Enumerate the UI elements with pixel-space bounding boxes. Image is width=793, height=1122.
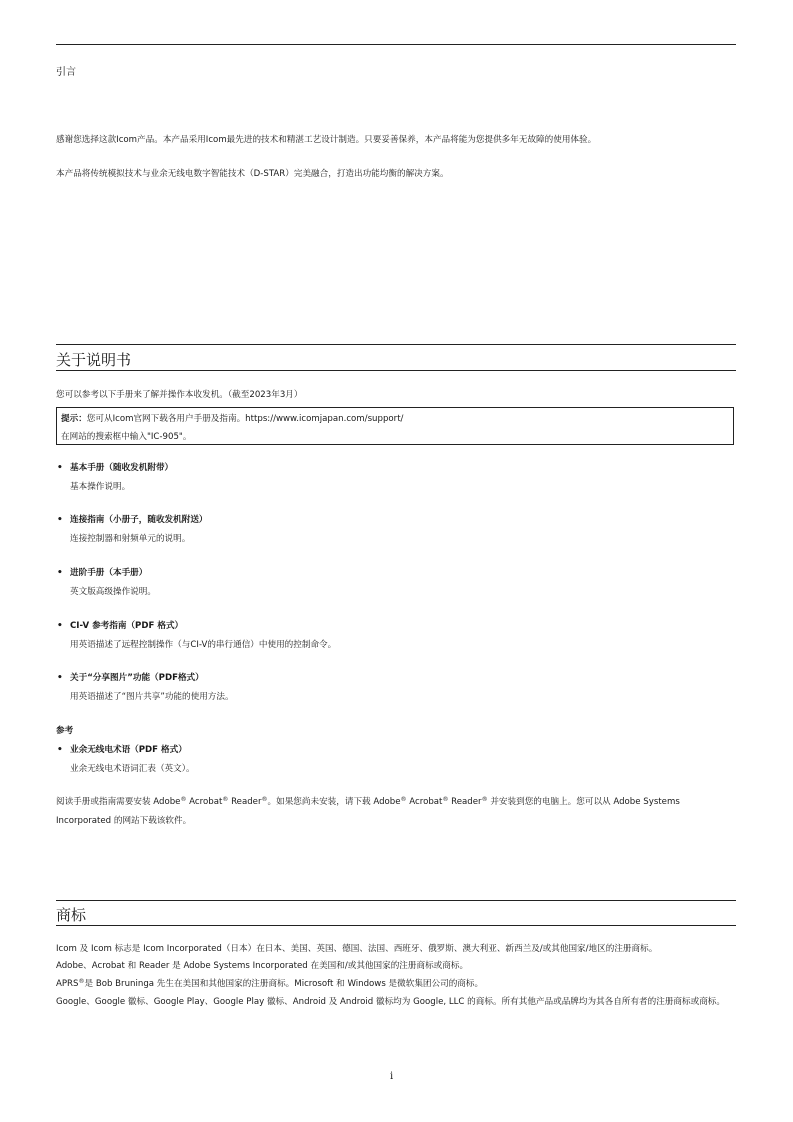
manual-section-heading: 关于说明书 [56,351,132,369]
bullet-icon: • [57,568,63,578]
reference-item-title: 业余无线电术语（PDF 格式） [70,745,187,755]
reference-item-desc: 业余无线电术语词汇表（英文）。 [70,764,195,774]
tip-line-1 [61,413,403,425]
manual-lead: 您可以参考以下手册来了解并操作本收发机。（截至2023年3月） [56,390,303,400]
adobe-note-line-2: Incorporated 的网站下载该软件。 [56,816,192,826]
tip-label: 提示： [61,414,87,424]
tip-line-2: 在网站的搜索框中输入"IC-905"。 [61,432,192,442]
trademarks-bottom-rule [56,925,736,926]
bullet-icon: • [57,621,63,631]
trademark-line-4: Google、Google 徽标、Google Play、Google Play 徽标、Android 及 Android 徽标均为 Google, LLC 的商标。所有其他产品或品牌均为其各自所有者的注册商标或商标。 [56,997,725,1007]
manual-item-desc: 基本操作说明。 [70,482,131,492]
manual-item-title: 基本手册（随收发机附带） [70,463,174,473]
bullet-icon: • [57,515,63,525]
manual-section-bottom-rule [56,370,736,371]
manual-item-title: 关于“分享图片”功能（PDF格式） [70,673,204,683]
page-number: i [390,1071,394,1082]
bullet-icon: • [57,673,63,683]
top-rule [56,44,736,45]
trademark-line-3: APRS®是 Bob Bruninga 先生在美国和其他国家的注册商标。Microsoft 和 Windows 是微软集团公司的商标。 [56,978,484,989]
tip-text: 您可从Icom官网下载各用户手册及指南。https://www.icomjapan.com/support/ [86,414,404,424]
manual-item-title: 连接指南（小册子，随收发机附送） [70,515,208,525]
trademarks-top-rule [56,900,736,901]
manual-item-title: 进阶手册（本手册） [70,568,148,578]
trademarks-heading: 商标 [56,906,87,924]
tip-box [56,407,734,445]
intro-paragraph-1: 感谢您选择这款Icom产品。本产品采用Icom最先进的技术和精湛工艺设计制造。只要妥善保养，本产品将能为您提供多年无故障的使用体验。 [56,135,597,145]
intro-paragraph-2: 本产品将传统模拟技术与业余无线电数字智能技术（D-STAR）完美融合，打造出功能均衡的解决方案。 [56,169,449,179]
bullet-icon: • [57,745,63,755]
trademark-line-2: Adobe、Acrobat 和 Reader 是 Adobe Systems Incorporated 在美国和/或其他国家的注册商标或商标。 [56,961,469,971]
trademark-line-1: Icom 及 Icom 标志是 Icom Incorporated（日本）在日本、美国、英国、德国、法国、西班牙、俄罗斯、澳大利亚、新西兰及/或其他国家/地区的注册商标。 [56,944,658,954]
manual-section-top-rule [56,344,736,345]
intro-heading: 引言 [56,67,76,78]
manual-item-desc: 用英语描述了远程控制操作（与CI-V的串行通信）中使用的控制命令。 [70,640,337,650]
reference-label: 参考 [56,726,74,736]
manual-item-desc: 英文版高级操作说明。 [70,587,156,597]
manual-item-desc: 连接控制器和射频单元的说明。 [70,534,191,544]
manual-item-desc: 用英语描述了“图片共享”功能的使用方法。 [70,692,234,702]
manual-item-title: CI-V 参考指南（PDF 格式） [70,621,184,631]
bullet-icon: • [57,463,63,473]
adobe-note-line-1: 阅读手册或指南需要安装 Adobe® Acrobat® Reader®。如果您尚未安装，请下载 Adobe® Acrobat® Reader® 并安装到您的电脑上。您可以从 Adobe Systems [56,796,680,807]
